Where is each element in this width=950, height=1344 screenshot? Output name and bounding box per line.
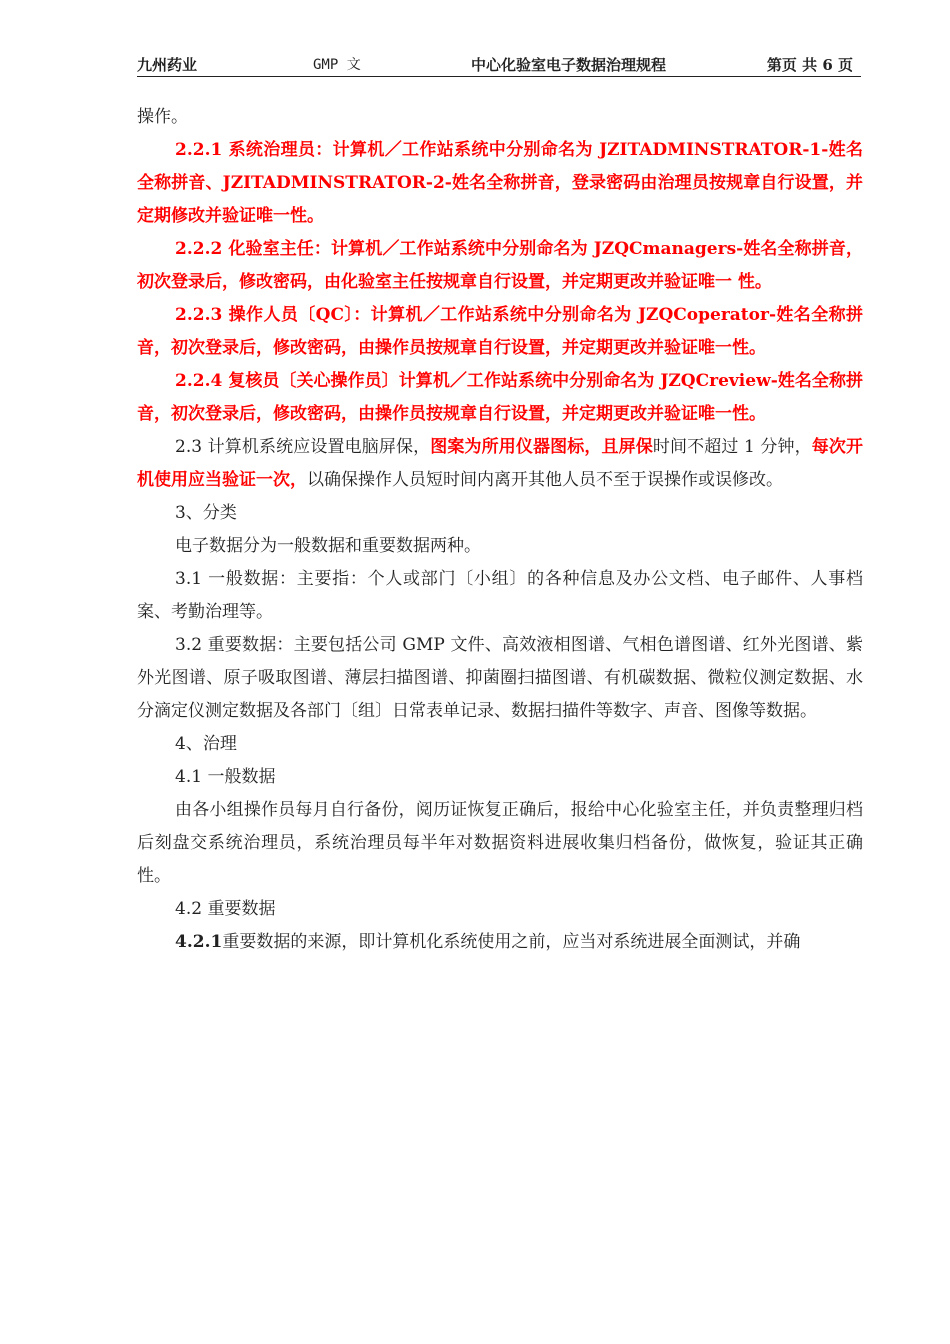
section-4-heading: 4、治理 <box>175 734 237 754</box>
paragraph-3-2: 3.2 重要数据：主要包括公司 GMP 文件、高效液相图谱、气相色谱图谱、红外光图谱、紫外光图谱、原子吸取图谱、薄层扫描图谱、抑菌圈扫描图谱、有机碳数据、微粒仪测定数据、水分滴定仪测定数据及各部门〔组〕日常表单记录、数据扫描件等数字、声音、图像等数据。 <box>137 635 863 721</box>
paragraph-2-2-1: 2.2.1 系统治理员：计算机／工作站系统中分别命名为 JZITADMINSTRATOR-1-姓名全称拼音、JZITADMINSTRATOR-2-姓名全称拼音，登录密码由治理员按规章自行设置，并定期修改并验证唯一性。 <box>137 140 863 226</box>
paragraph-2-3-part-c: 时间不超过 1 分钟， <box>652 437 812 457</box>
paragraph-4-2-1-text: 重要数据的来源，即计算机化系统使用之前，应当对系统进展全面测试，并确 <box>222 932 801 952</box>
header-page-number: 第页 共 6 页 <box>766 56 853 74</box>
paragraph-2-3-highlight-a: 图案为所用仪器图标，且屏保 <box>430 437 653 457</box>
header-company: 九州药业 <box>137 56 198 74</box>
paragraph-4-2-1 <box>137 926 863 959</box>
paragraph-2-2-2: 2.2.2 化验室主任：计算机／工作站系统中分别命名为 JZQCmanagers-姓名全称拼音，初次登录后，修改密码，由化验室主任按规章自行设置，并定期更改并验证唯一 性。 <box>137 239 863 292</box>
paragraph-4-2-1-number: 4.2.1 <box>175 932 223 952</box>
paragraph-3-1: 3.1 一般数据：主要指：个人或部门〔小组〕的各种信息及办公文档、电子邮件、人事档案、考勤治理等。 <box>137 569 863 622</box>
paragraph-4-1: 由各小组操作员每月自行备份，阅历证恢复正确后，报给中心化验室主任，并负责整理归档后刻盘交系统治理员，系统治理员每半年对数据资料进展收集归档备份，做恢复，验证其正确性。 <box>137 800 863 886</box>
section-3-heading: 3、分类 <box>175 503 237 523</box>
paragraph-2-2-4: 2.2.4 复核员〔关心操作员〕计算机／工作站系统中分别命名为 JZQCreview-姓名全称拼音，初次登录后，修改密码，由操作员按规章自行设置，并定期更改并验证唯一性。 <box>137 371 863 424</box>
page-header <box>137 54 861 77</box>
paragraph-2-3-part-e: 以确保操作人员短时间内离开其他人员不至于误操作或误修改。 <box>307 470 783 490</box>
paragraph-2-3 <box>137 431 863 497</box>
paragraph-continuation: 操作。 <box>137 107 188 127</box>
paragraph-2-3-part-a: 2.3 计算机系统应设置电脑屏保， <box>175 437 431 457</box>
paragraph-2-3-highlight-b: 每次开机使用应当验证一次， <box>137 437 864 490</box>
section-4-1-heading: 4.1 一般数据 <box>175 767 276 787</box>
paragraph-3-intro: 电子数据分为一般数据和重要数据两种。 <box>175 536 481 556</box>
document-body <box>137 101 863 959</box>
header-doc-type: GMP 文 <box>313 57 361 73</box>
header-title: 中心化验室电子数据治理规程 <box>471 56 667 74</box>
paragraph-2-2-3: 2.2.3 操作人员〔QC〕：计算机／工作站系统中分别命名为 JZQCoperator-姓名全称拼音，初次登录后，修改密码，由操作员按规章自行设置，并定期更改并验证唯一性。 <box>137 305 863 358</box>
section-4-2-heading: 4.2 重要数据 <box>175 899 276 919</box>
